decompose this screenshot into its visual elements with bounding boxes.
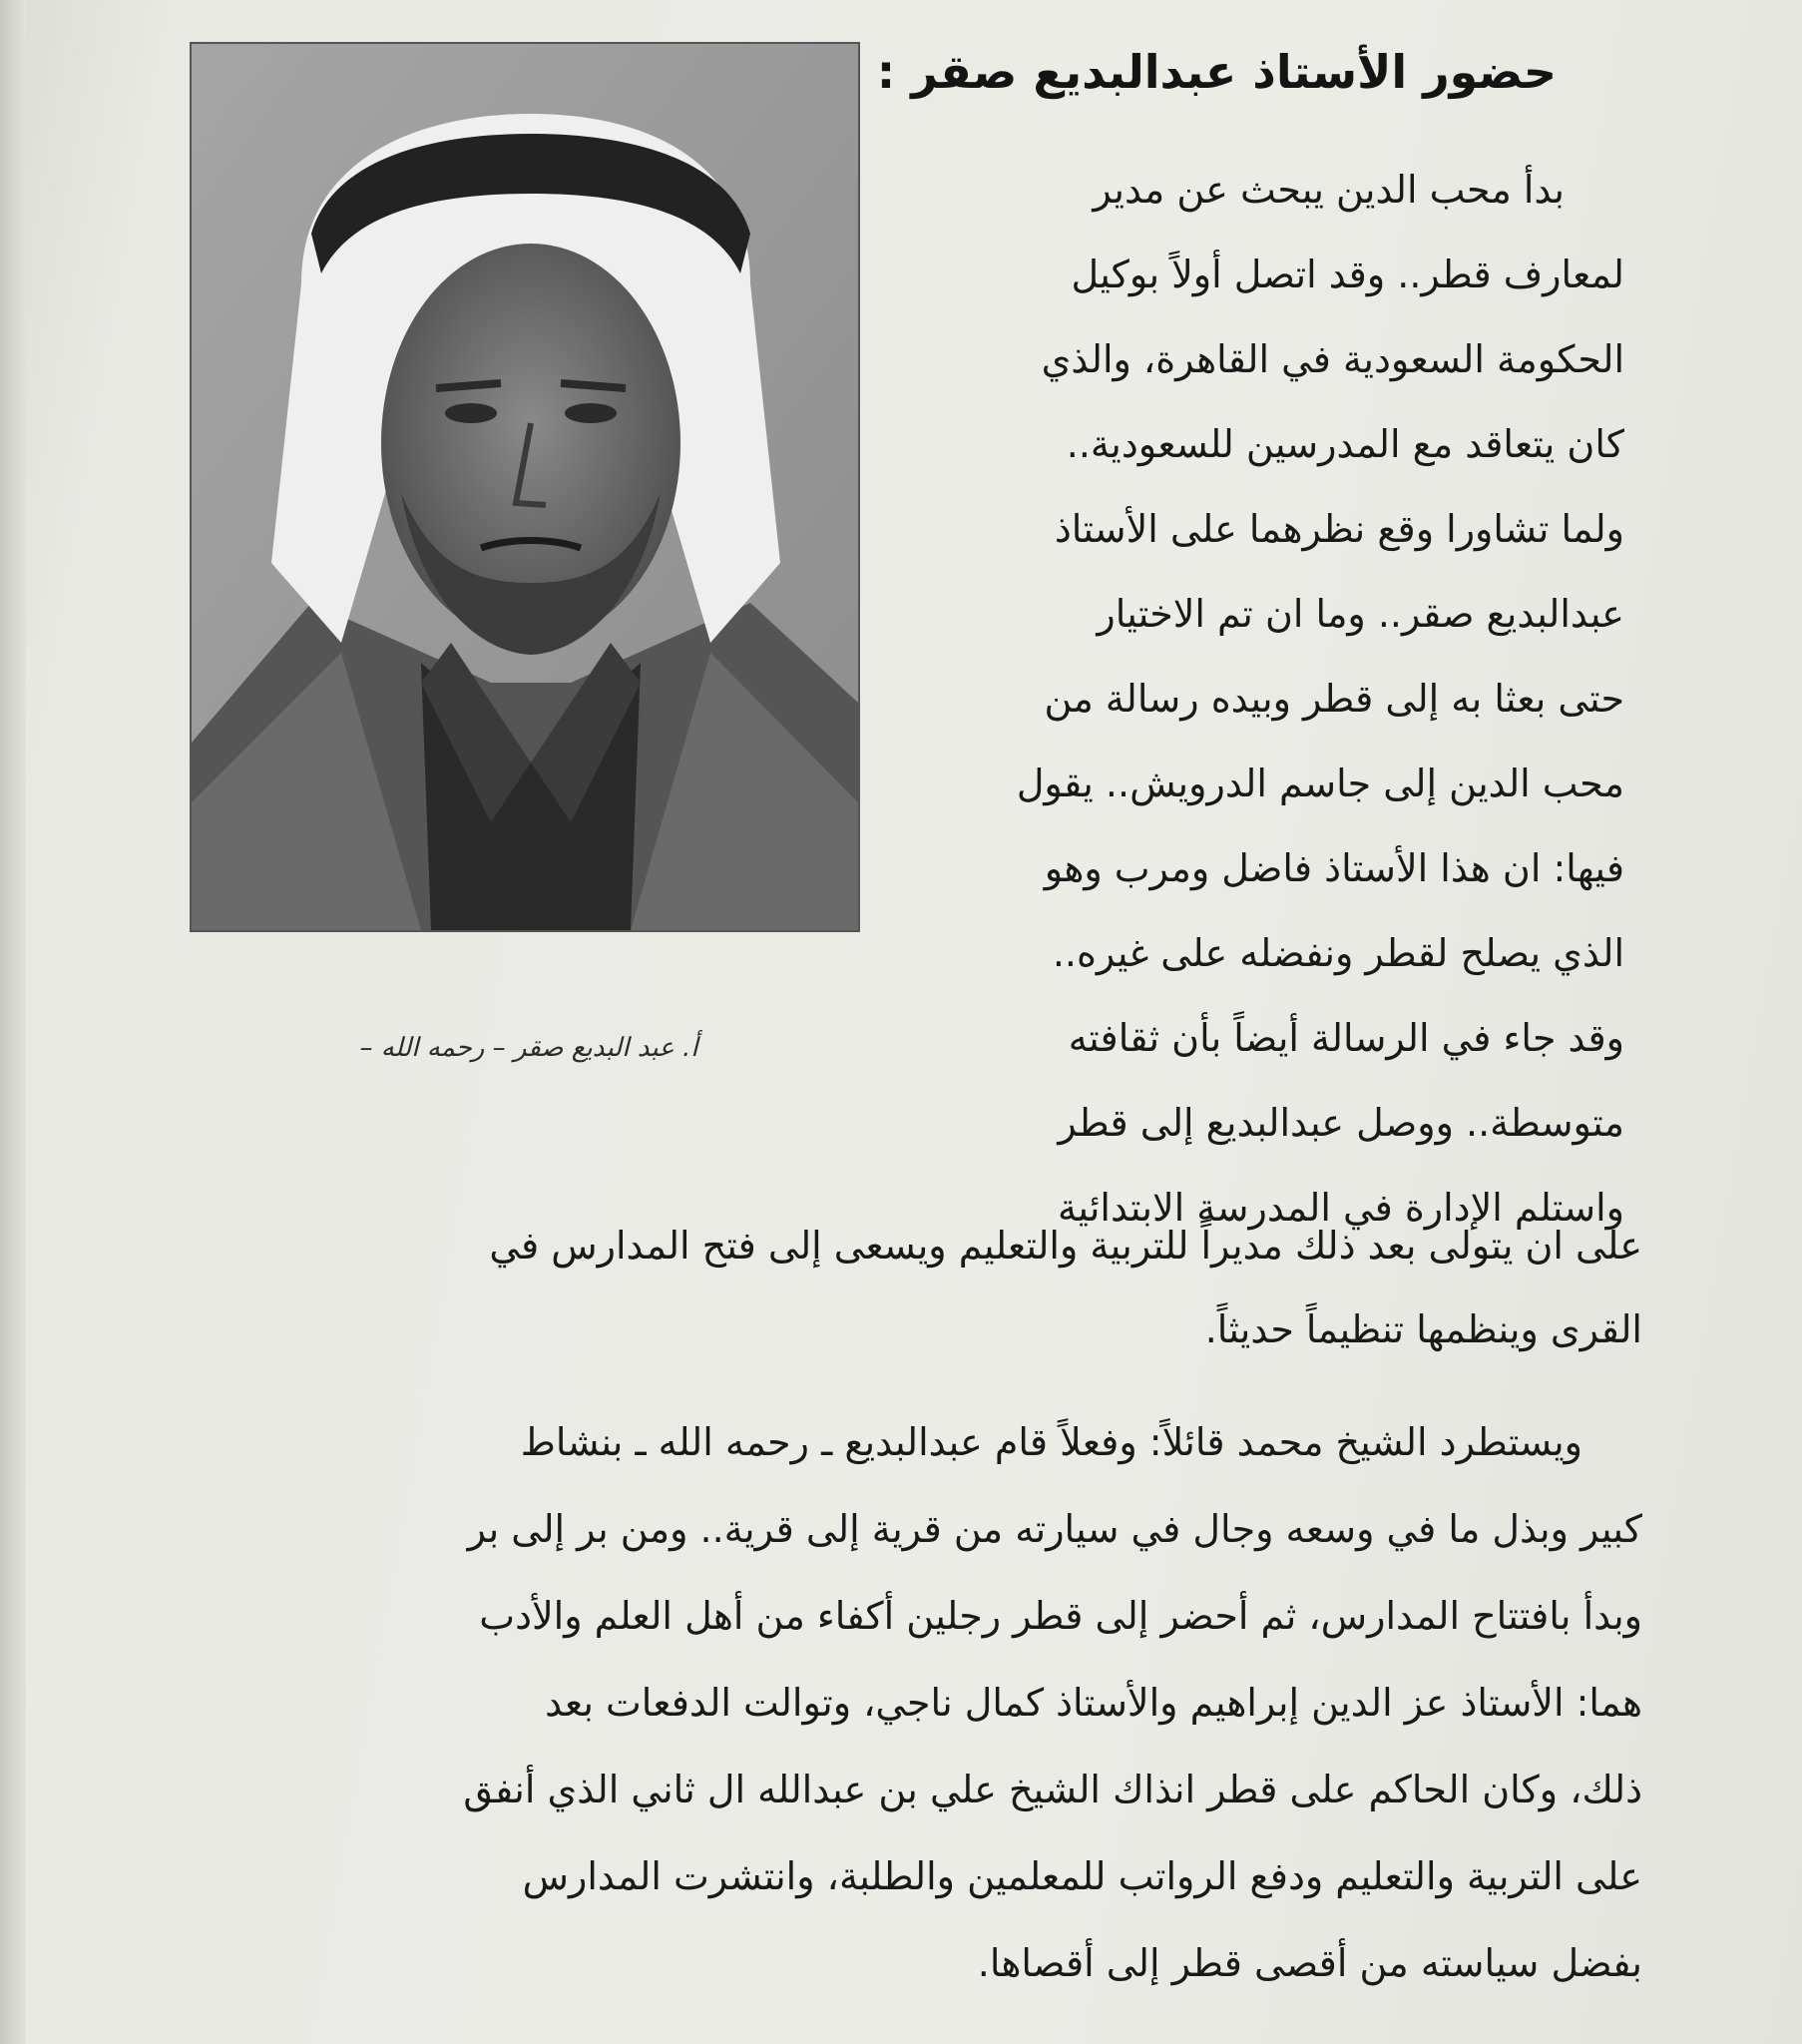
text-line: محب الدين إلى جاسم الدرويش.. يقول — [1016, 762, 1624, 805]
text-line: كان يتعاقد مع المدرسين للسعودية.. — [1066, 422, 1624, 466]
photo-caption: أ. عبد البديع صقر – رحمه الله – — [359, 1033, 698, 1063]
paragraph2 — [146, 1399, 1642, 2007]
text-line: ذلك، وكان الحاكم على قطر انذاك الشيخ علي بن عبدالله ال ثاني الذي أنفق — [463, 1768, 1642, 1811]
paragraph1-continuation — [146, 1204, 1642, 1371]
text-line: على ان يتولى بعد ذلك مديراً للتربية والتعليم ويسعى إلى فتح المدارس في — [489, 1224, 1642, 1268]
text-line: كبير وبذل ما في وسعه وجال في سيارته من قرية إلى قرية.. ومن بر إلى بر — [467, 1507, 1642, 1551]
text-line: على التربية والتعليم ودفع الرواتب للمعلمين والطلبة، وانتشرت المدارس — [522, 1854, 1642, 1898]
page-edge — [0, 0, 26, 2044]
text-line: لمعارف قطر.. وقد اتصل أولاً بوكيل — [1071, 253, 1624, 296]
text-line: بدأ محب الدين يبحث عن مدير — [1093, 168, 1565, 212]
text-line: الذي يصلح لقطر ونفضله على غيره.. — [1052, 931, 1624, 975]
text-line: واستلم الإدارة في المدرسة الابتدائية — [1057, 1186, 1624, 1230]
text-line: متوسطة.. ووصل عبدالبديع إلى قطر — [1058, 1101, 1624, 1145]
portrait-illustration — [192, 44, 858, 930]
text-line: فيها: ان هذا الأستاذ فاضل ومرب وهو — [1044, 846, 1624, 890]
text-line: وبدأ بافتتاح المدارس، ثم أحضر إلى قطر رجلين أكفاء من أهل العلم والأدب — [479, 1594, 1642, 1638]
paragraph1-column — [866, 148, 1624, 1251]
text-line: بفضل سياسته من أقصى قطر إلى أقصاها. — [977, 1941, 1642, 1985]
text-line: حتى بعثا به إلى قطر وبيده رسالة من — [1044, 677, 1624, 721]
text-line: ولما تشاورا وقع نظرهما على الأستاذ — [1054, 507, 1624, 551]
portrait-photo — [190, 42, 860, 932]
text-line: هما: الأستاذ عز الدين إبراهيم والأستاذ كمال ناجي، وتوالت الدفعات بعد — [545, 1681, 1642, 1725]
section-heading: حضور الأستاذ عبدالبديع صقر : — [876, 45, 1557, 99]
text-line: عبدالبديع صقر.. وما ان تم الاختيار — [1097, 592, 1624, 636]
text-line: الحكومة السعودية في القاهرة، والذي — [1041, 337, 1624, 381]
text-line: ويستطرد الشيخ محمد قائلاً: وفعلاً قام عبدالبديع ـ رحمه الله ـ بنشاط — [520, 1420, 1582, 1464]
text-line: وقد جاء في الرسالة أيضاً بأن ثقافته — [1068, 1016, 1624, 1060]
text-line: القرى وينظمها تنظيماً حديثاً. — [1204, 1307, 1642, 1351]
